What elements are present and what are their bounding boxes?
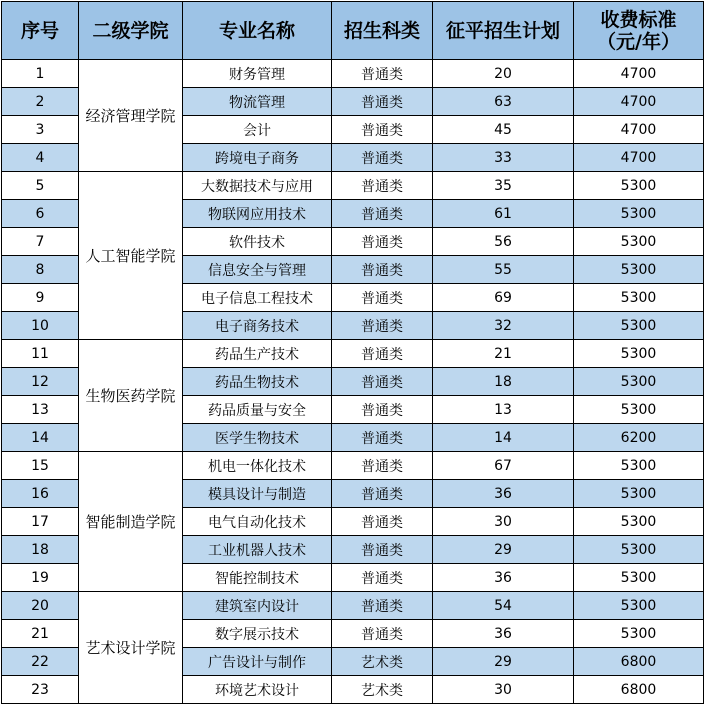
enroll-category: 普通类 bbox=[332, 340, 433, 368]
major-name: 会计 bbox=[183, 116, 332, 144]
tuition-fee: 6800 bbox=[574, 648, 704, 676]
plan-count: 54 bbox=[433, 592, 574, 620]
row-index: 12 bbox=[2, 368, 79, 396]
plan-count: 29 bbox=[433, 536, 574, 564]
tuition-fee: 4700 bbox=[574, 60, 704, 88]
major-name: 电气自动化技术 bbox=[183, 508, 332, 536]
enroll-category: 艺术类 bbox=[332, 676, 433, 704]
header-row bbox=[2, 2, 704, 60]
plan-count: 45 bbox=[433, 116, 574, 144]
major-name: 物联网应用技术 bbox=[183, 200, 332, 228]
enroll-category: 普通类 bbox=[332, 60, 433, 88]
major-name: 药品生物技术 bbox=[183, 368, 332, 396]
plan-count: 18 bbox=[433, 368, 574, 396]
tuition-fee: 6800 bbox=[574, 676, 704, 704]
row-index: 4 bbox=[2, 144, 79, 172]
row-index: 23 bbox=[2, 676, 79, 704]
enroll-category: 普通类 bbox=[332, 228, 433, 256]
tuition-fee: 5300 bbox=[574, 620, 704, 648]
tuition-fee: 5300 bbox=[574, 508, 704, 536]
plan-count: 13 bbox=[433, 396, 574, 424]
major-name: 环境艺术设计 bbox=[183, 676, 332, 704]
row-index: 3 bbox=[2, 116, 79, 144]
row-index: 15 bbox=[2, 452, 79, 480]
plan-count: 35 bbox=[433, 172, 574, 200]
major-name: 医学生物技术 bbox=[183, 424, 332, 452]
table-row bbox=[2, 340, 704, 368]
tuition-fee: 5300 bbox=[574, 340, 704, 368]
enroll-category: 普通类 bbox=[332, 88, 433, 116]
plan-count: 20 bbox=[433, 60, 574, 88]
enroll-category: 普通类 bbox=[332, 116, 433, 144]
header-college: 二级学院 bbox=[79, 2, 183, 60]
header-plan: 征平招生计划 bbox=[433, 2, 574, 60]
tuition-fee: 5300 bbox=[574, 284, 704, 312]
major-name: 智能控制技术 bbox=[183, 564, 332, 592]
major-name: 电子信息工程技术 bbox=[183, 284, 332, 312]
tuition-fee: 4700 bbox=[574, 144, 704, 172]
row-index: 17 bbox=[2, 508, 79, 536]
major-name: 大数据技术与应用 bbox=[183, 172, 332, 200]
row-index: 9 bbox=[2, 284, 79, 312]
plan-count: 36 bbox=[433, 480, 574, 508]
major-name: 信息安全与管理 bbox=[183, 256, 332, 284]
major-name: 电子商务技术 bbox=[183, 312, 332, 340]
enroll-category: 普通类 bbox=[332, 200, 433, 228]
plan-count: 29 bbox=[433, 648, 574, 676]
row-index: 22 bbox=[2, 648, 79, 676]
college-cell: 生物医药学院 bbox=[79, 340, 183, 452]
enroll-category: 普通类 bbox=[332, 424, 433, 452]
tuition-fee: 5300 bbox=[574, 172, 704, 200]
plan-count: 32 bbox=[433, 312, 574, 340]
header-index: 序号 bbox=[2, 2, 79, 60]
row-index: 19 bbox=[2, 564, 79, 592]
header-fee bbox=[574, 2, 704, 60]
tuition-fee: 5300 bbox=[574, 312, 704, 340]
plan-count: 61 bbox=[433, 200, 574, 228]
enroll-category: 普通类 bbox=[332, 620, 433, 648]
college-cell: 经济管理学院 bbox=[79, 60, 183, 172]
enroll-category: 普通类 bbox=[332, 368, 433, 396]
plan-count: 30 bbox=[433, 508, 574, 536]
row-index: 11 bbox=[2, 340, 79, 368]
college-cell: 人工智能学院 bbox=[79, 172, 183, 340]
plan-count: 33 bbox=[433, 144, 574, 172]
tuition-fee: 5300 bbox=[574, 452, 704, 480]
row-index: 6 bbox=[2, 200, 79, 228]
plan-count: 67 bbox=[433, 452, 574, 480]
tuition-fee: 5300 bbox=[574, 536, 704, 564]
enroll-category: 普通类 bbox=[332, 396, 433, 424]
plan-count: 30 bbox=[433, 676, 574, 704]
enroll-category: 普通类 bbox=[332, 144, 433, 172]
college-cell: 智能制造学院 bbox=[79, 452, 183, 592]
plan-count: 14 bbox=[433, 424, 574, 452]
enroll-category: 普通类 bbox=[332, 508, 433, 536]
tuition-fee: 4700 bbox=[574, 116, 704, 144]
tuition-fee: 5300 bbox=[574, 480, 704, 508]
enroll-category: 普通类 bbox=[332, 312, 433, 340]
header-category: 招生科类 bbox=[332, 2, 433, 60]
row-index: 8 bbox=[2, 256, 79, 284]
row-index: 21 bbox=[2, 620, 79, 648]
row-index: 18 bbox=[2, 536, 79, 564]
major-name: 模具设计与制造 bbox=[183, 480, 332, 508]
row-index: 1 bbox=[2, 60, 79, 88]
enroll-category: 普通类 bbox=[332, 480, 433, 508]
table-body bbox=[2, 60, 704, 704]
enroll-category: 普通类 bbox=[332, 172, 433, 200]
row-index: 10 bbox=[2, 312, 79, 340]
plan-count: 69 bbox=[433, 284, 574, 312]
major-name: 物流管理 bbox=[183, 88, 332, 116]
plan-count: 63 bbox=[433, 88, 574, 116]
major-name: 药品生产技术 bbox=[183, 340, 332, 368]
major-name: 跨境电子商务 bbox=[183, 144, 332, 172]
enroll-category: 普通类 bbox=[332, 452, 433, 480]
plan-count: 21 bbox=[433, 340, 574, 368]
enroll-category: 普通类 bbox=[332, 536, 433, 564]
tuition-fee: 5300 bbox=[574, 256, 704, 284]
tuition-fee: 5300 bbox=[574, 228, 704, 256]
tuition-fee: 5300 bbox=[574, 564, 704, 592]
row-index: 14 bbox=[2, 424, 79, 452]
tuition-fee: 5300 bbox=[574, 200, 704, 228]
major-name: 广告设计与制作 bbox=[183, 648, 332, 676]
plan-count: 55 bbox=[433, 256, 574, 284]
tuition-fee: 5300 bbox=[574, 368, 704, 396]
table-row bbox=[2, 452, 704, 480]
plan-count: 56 bbox=[433, 228, 574, 256]
row-index: 20 bbox=[2, 592, 79, 620]
header-fee-line2: （元/年） bbox=[597, 30, 680, 53]
tuition-fee: 5300 bbox=[574, 592, 704, 620]
tuition-fee: 5300 bbox=[574, 396, 704, 424]
enroll-category: 普通类 bbox=[332, 592, 433, 620]
table-row bbox=[2, 172, 704, 200]
enroll-category: 普通类 bbox=[332, 564, 433, 592]
enrollment-plan-table bbox=[1, 1, 704, 704]
row-index: 16 bbox=[2, 480, 79, 508]
table-row bbox=[2, 60, 704, 88]
enroll-category: 普通类 bbox=[332, 284, 433, 312]
major-name: 机电一体化技术 bbox=[183, 452, 332, 480]
major-name: 财务管理 bbox=[183, 60, 332, 88]
row-index: 7 bbox=[2, 228, 79, 256]
major-name: 药品质量与安全 bbox=[183, 396, 332, 424]
row-index: 5 bbox=[2, 172, 79, 200]
college-cell: 艺术设计学院 bbox=[79, 592, 183, 704]
row-index: 2 bbox=[2, 88, 79, 116]
major-name: 软件技术 bbox=[183, 228, 332, 256]
table-row bbox=[2, 592, 704, 620]
row-index: 13 bbox=[2, 396, 79, 424]
major-name: 建筑室内设计 bbox=[183, 592, 332, 620]
header-fee-line1: 收费标准 bbox=[600, 8, 677, 31]
header-major: 专业名称 bbox=[183, 2, 332, 60]
major-name: 数字展示技术 bbox=[183, 620, 332, 648]
enroll-category: 普通类 bbox=[332, 256, 433, 284]
enroll-category: 艺术类 bbox=[332, 648, 433, 676]
plan-count: 36 bbox=[433, 620, 574, 648]
tuition-fee: 6200 bbox=[574, 424, 704, 452]
plan-count: 36 bbox=[433, 564, 574, 592]
tuition-fee: 4700 bbox=[574, 88, 704, 116]
major-name: 工业机器人技术 bbox=[183, 536, 332, 564]
